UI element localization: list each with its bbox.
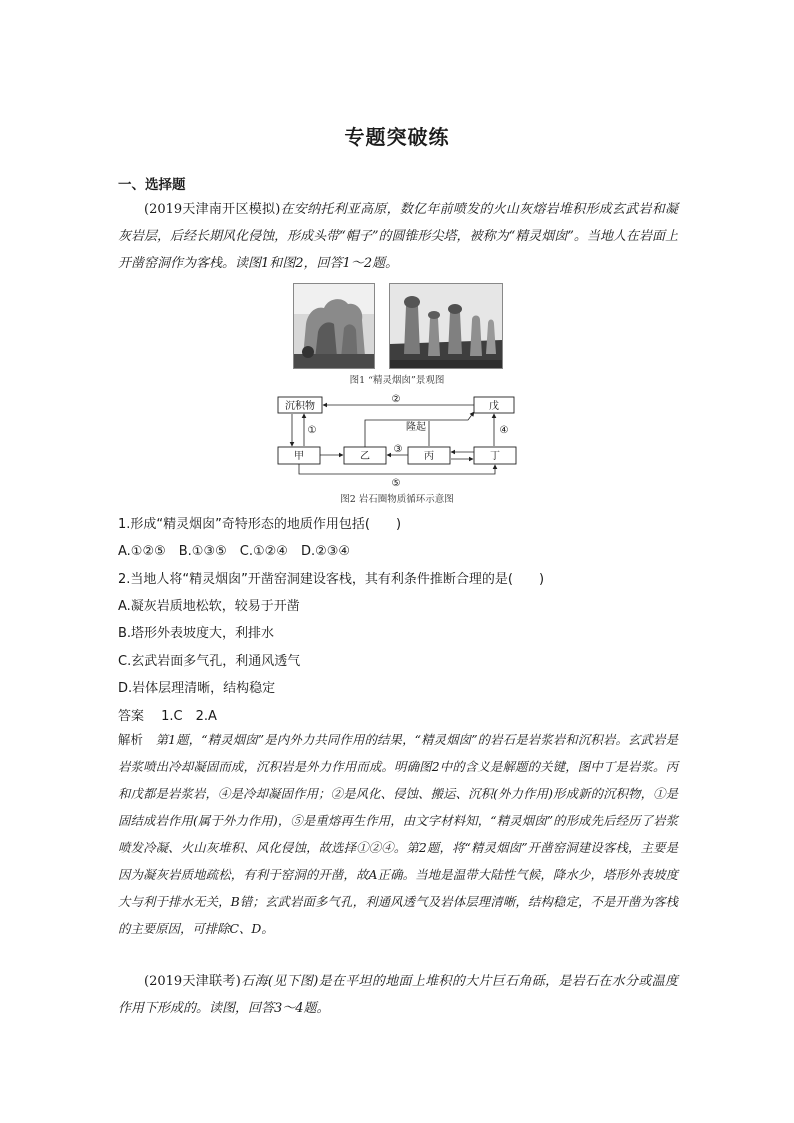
- explanation-label: 解析: [118, 732, 144, 747]
- label-ding: 丁: [490, 451, 500, 462]
- label-bing: 丙: [424, 451, 434, 462]
- fig1-photo-left: [293, 283, 375, 369]
- fig2-caption: 图2 岩石圈物质循环示意图: [340, 494, 454, 505]
- rock-cycle-diagram: [270, 390, 530, 490]
- label-n1: ①: [307, 425, 317, 436]
- intro-1-text: 在安纳托利亚高原，数亿年前喷发的火山灰熔岩堆积形成玄武岩和凝灰岩层，后经长期风化侵蚀，形成头带“帽子”的圆锥形尖塔，被称为“精灵烟囱”。当地人在岩面上开凿窑洞作为客栈。读图1和图2，回答1～2题。: [118, 202, 678, 271]
- intro-paragraph-1: [118, 196, 678, 277]
- intro-1-source: (2019天津南开区模拟): [144, 202, 281, 217]
- arrow-5: [299, 464, 495, 474]
- label-wu: 戊: [489, 401, 499, 412]
- page-title: 专题突破练: [344, 125, 450, 149]
- label-n2: ②: [391, 394, 401, 405]
- answer-line: [118, 705, 217, 724]
- q1-stem: 1.形成“精灵烟囱”奇特形态的地质作用包括( ): [118, 517, 402, 532]
- q1-options: A.①②⑤ B.①③⑤ C.①②④ D.②③④: [118, 544, 351, 559]
- explanation-text: 第1题，“精灵烟囱”是内外力共同作用的结果，“精灵烟囱”的岩石是岩浆岩和沉积岩。玄武岩是岩浆喷出冷却凝固而成，沉积岩是外力作用而成。明确图2中的含义是解题的关键，图中丁是岩浆。丙和戊都是岩浆岩，④是冷却凝固作用；②是风化、侵蚀、搬运、沉积(外力作用)形成新的沉积物，①是固结成岩作用(属于外力作用)，⑤是重熔再生作用，由文字材料知，“精灵烟囱”的形成先后经历了岩浆喷发冷凝、火山灰堆积、风化侵蚀，故选择①②④。第2题，将“精灵烟囱”开凿窑洞建设客栈，主要是因为凝灰岩质地疏松，有利于窑洞的开凿，故A正确。当地是温带大陆性气候，降水少，塔形外表坡度大与利于排水无关，B错；玄武岩面多气孔，利通风透气及岩体层理清晰，结构稳定，不是开凿为客栈的主要原因，可排除C、D。: [118, 732, 678, 936]
- label-n3: ③: [393, 444, 403, 455]
- label-n5: ⑤: [391, 478, 401, 489]
- answer-label: 答案: [118, 709, 145, 724]
- intro-2-text: 石海(见下图)是在平坦的地面上堆积的大片巨石角砾，是岩石在水分或温度作用下形成的。读图，回答3～4题。: [118, 974, 678, 1016]
- label-sediment: 沉积物: [285, 401, 315, 412]
- intro-2-source: (2019天津联考): [144, 974, 241, 989]
- label-yi: 乙: [360, 451, 370, 462]
- label-uplift: 隆起: [406, 422, 426, 433]
- fig1-caption: 图1 “精灵烟囱”景观图: [349, 375, 445, 386]
- explanation-paragraph: [118, 726, 678, 942]
- intro-paragraph-2: [118, 968, 678, 1022]
- q2-stem: 2.当地人将“精灵烟囱”开凿窑洞建设客栈，其有利条件推断合理的是( ): [118, 572, 545, 587]
- q2-option-c: C.玄武岩面多气孔，利通风透气: [118, 654, 301, 669]
- label-n4: ④: [499, 425, 509, 436]
- q2-option-b: B.塔形外表坡度大，利排水: [118, 626, 275, 641]
- answer-text: 1.C 2.A: [161, 709, 217, 724]
- q2-option-a: A.凝灰岩质地松软，较易于开凿: [118, 599, 300, 614]
- q2-option-d: D.岩体层理清晰，结构稳定: [118, 681, 276, 696]
- section-heading: 一、选择题: [118, 177, 186, 193]
- fig1-photo-right: [389, 283, 503, 369]
- label-jia: 甲: [294, 451, 304, 462]
